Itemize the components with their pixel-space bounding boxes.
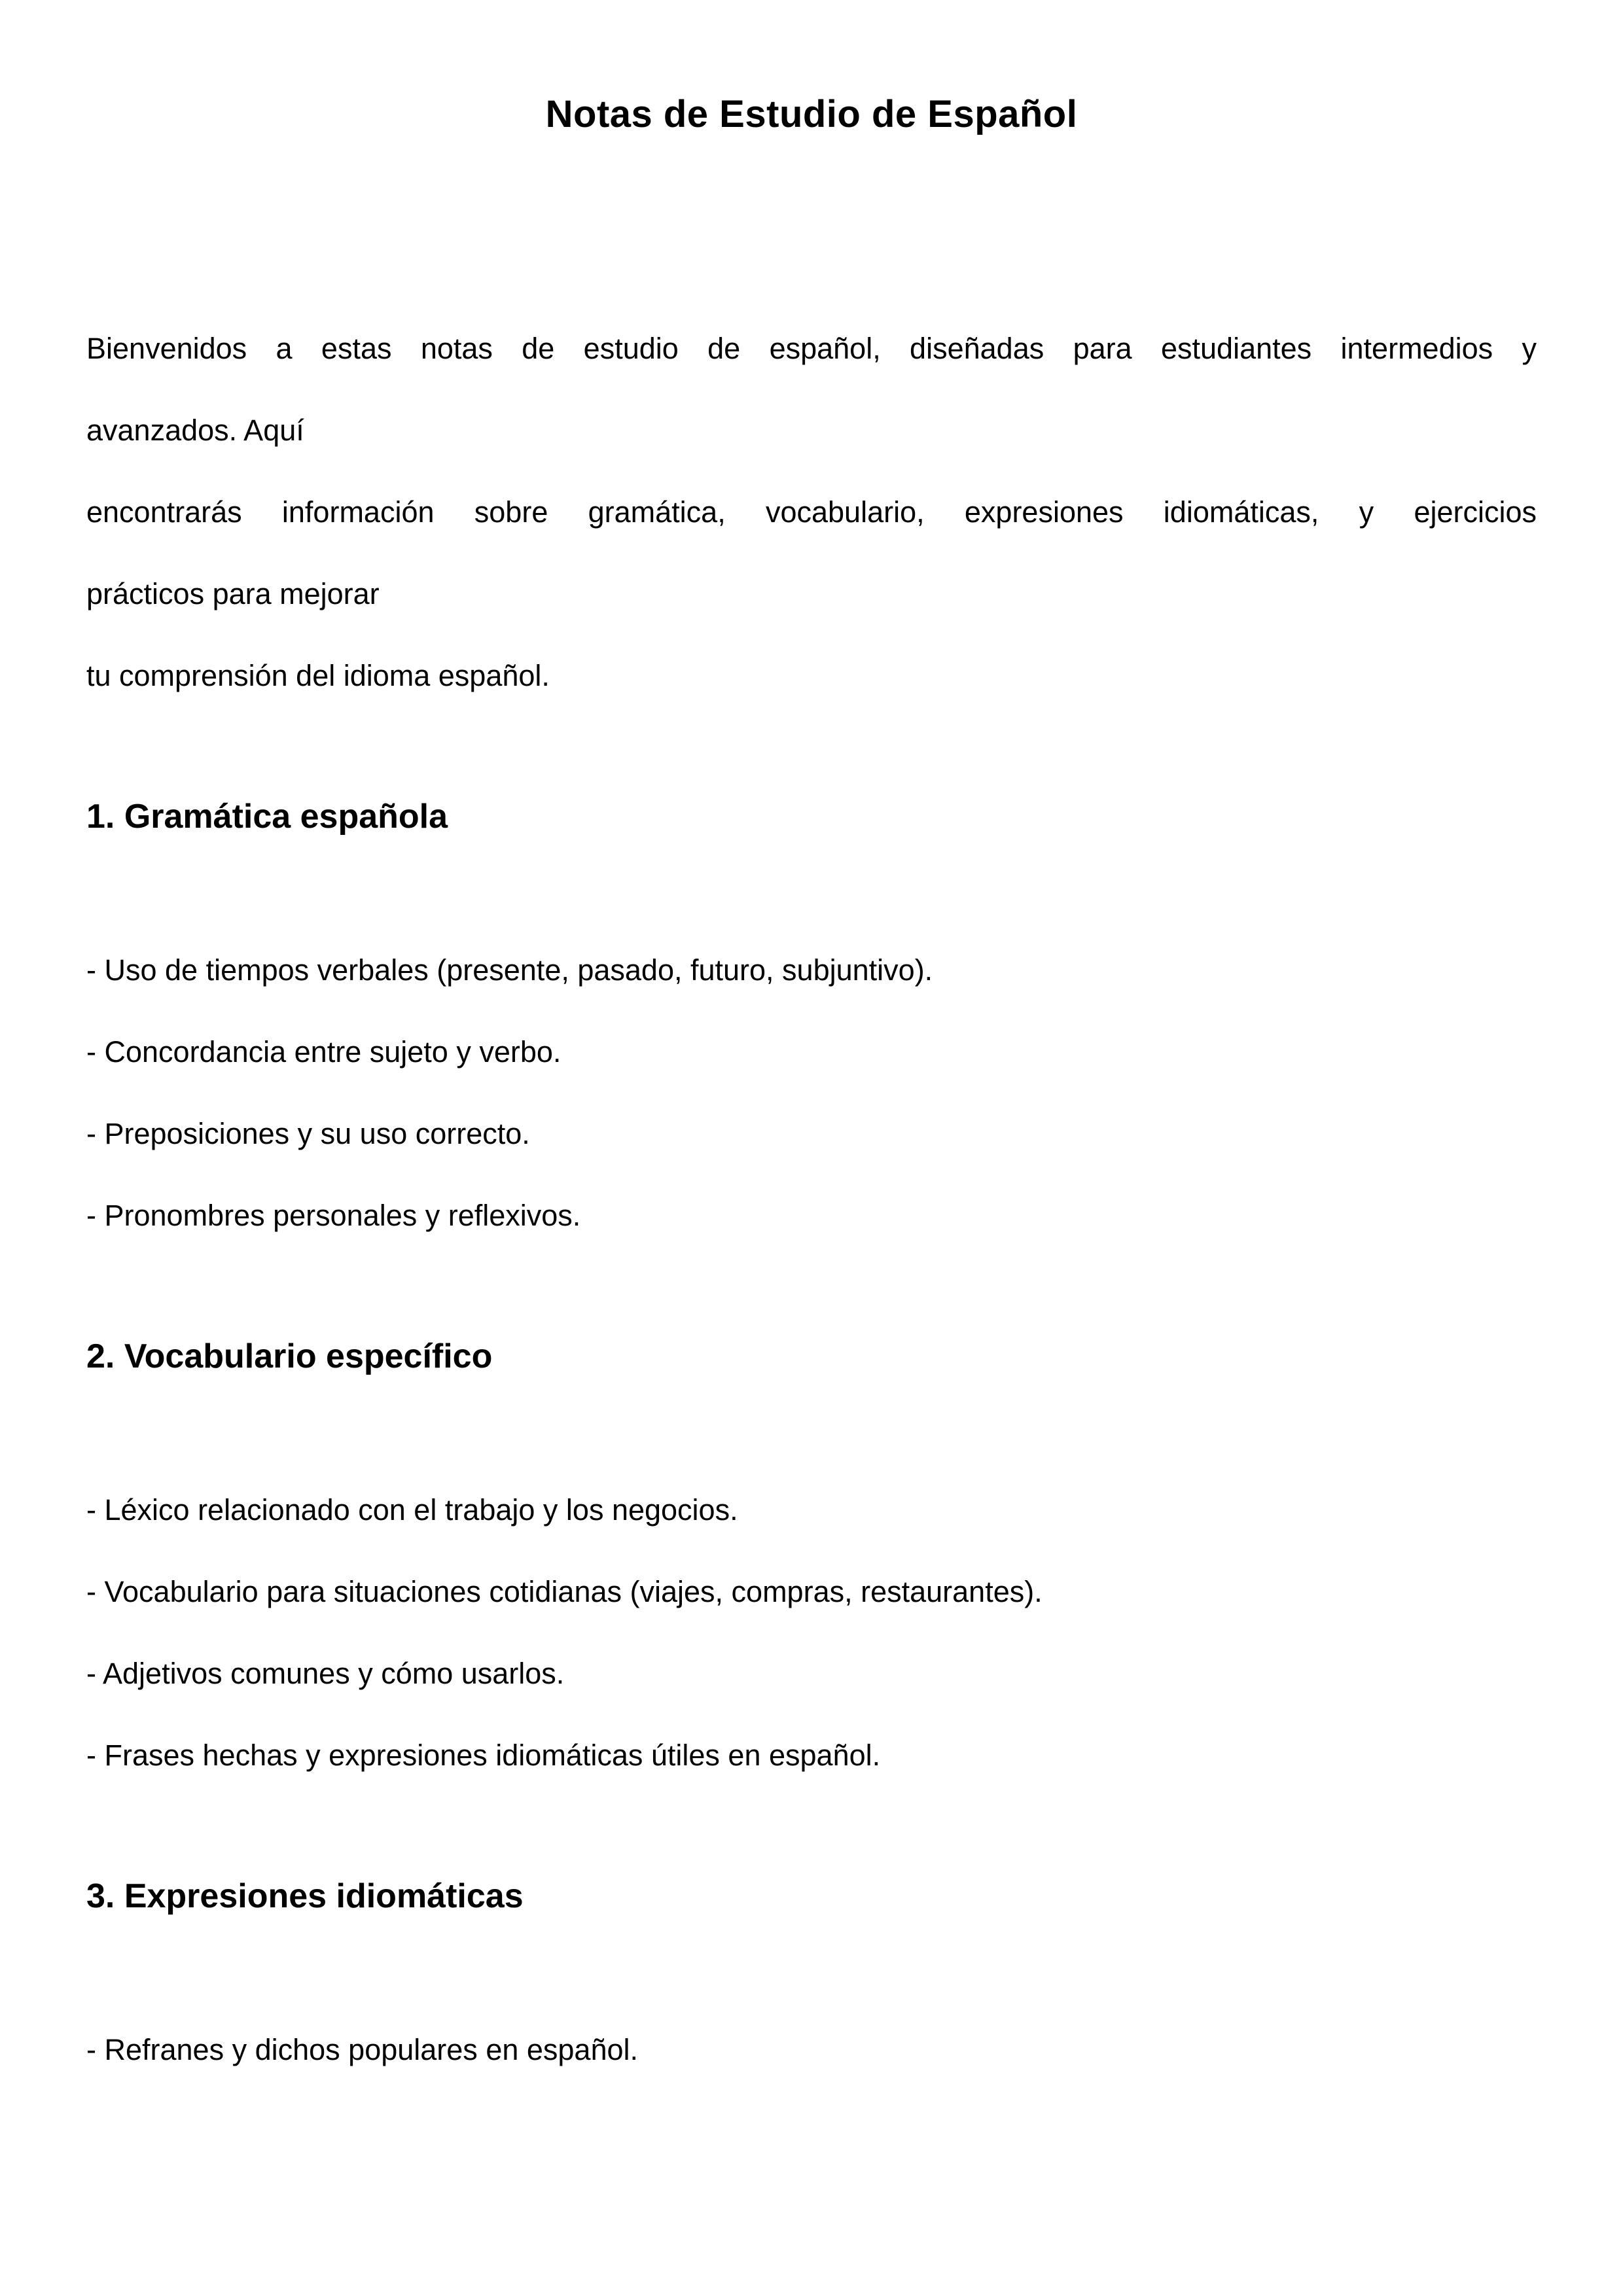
- intro-paragraph: [86, 308, 1537, 716]
- section-items: [86, 2009, 1537, 2091]
- section-idioms: [86, 1877, 1537, 2091]
- intro-line: avanzados. Aquí: [86, 414, 304, 447]
- section-heading: 2. Vocabulario específico: [86, 1337, 493, 1375]
- list-item: - Adjetivos comunes y cómo usarlos.: [86, 1657, 565, 1690]
- section-heading: 3. Expresiones idiomáticas: [86, 1877, 524, 1915]
- section-grammar: [86, 797, 1537, 1256]
- intro-line: encontrarás información sobre gramática, vocabulario, expresiones idiomáticas, y ejercicios: [86, 495, 1537, 529]
- section-heading: 1. Gramática española: [86, 798, 448, 836]
- list-item: - Uso de tiempos verbales (presente, pasado, futuro, subjuntivo).: [86, 953, 933, 987]
- list-item: - Frases hechas y expresiones idiomáticas útiles en español.: [86, 1739, 881, 1772]
- section-items: [86, 929, 1537, 1256]
- list-item: - Pronombres personales y reflexivos.: [86, 1199, 581, 1232]
- list-item: - Léxico relacionado con el trabajo y los negocios.: [86, 1493, 738, 1527]
- list-item: - Refranes y dichos populares en español.: [86, 2033, 639, 2066]
- list-item: - Preposiciones y su uso correcto.: [86, 1117, 530, 1150]
- intro-line: Bienvenidos a estas notas de estudio de español, diseñadas para estudiantes intermedios y: [86, 332, 1537, 365]
- page-title: Notas de Estudio de Español: [545, 93, 1078, 135]
- list-item: - Vocabulario para situaciones cotidianas (viajes, compras, restaurantes).: [86, 1575, 1043, 1608]
- list-item: - Concordancia entre sujeto y verbo.: [86, 1035, 562, 1069]
- section-vocabulary: [86, 1337, 1537, 1796]
- intro-line: prácticos para mejorar: [86, 577, 380, 610]
- section-items: [86, 1469, 1537, 1796]
- intro-line: tu comprensión del idioma español.: [86, 659, 550, 692]
